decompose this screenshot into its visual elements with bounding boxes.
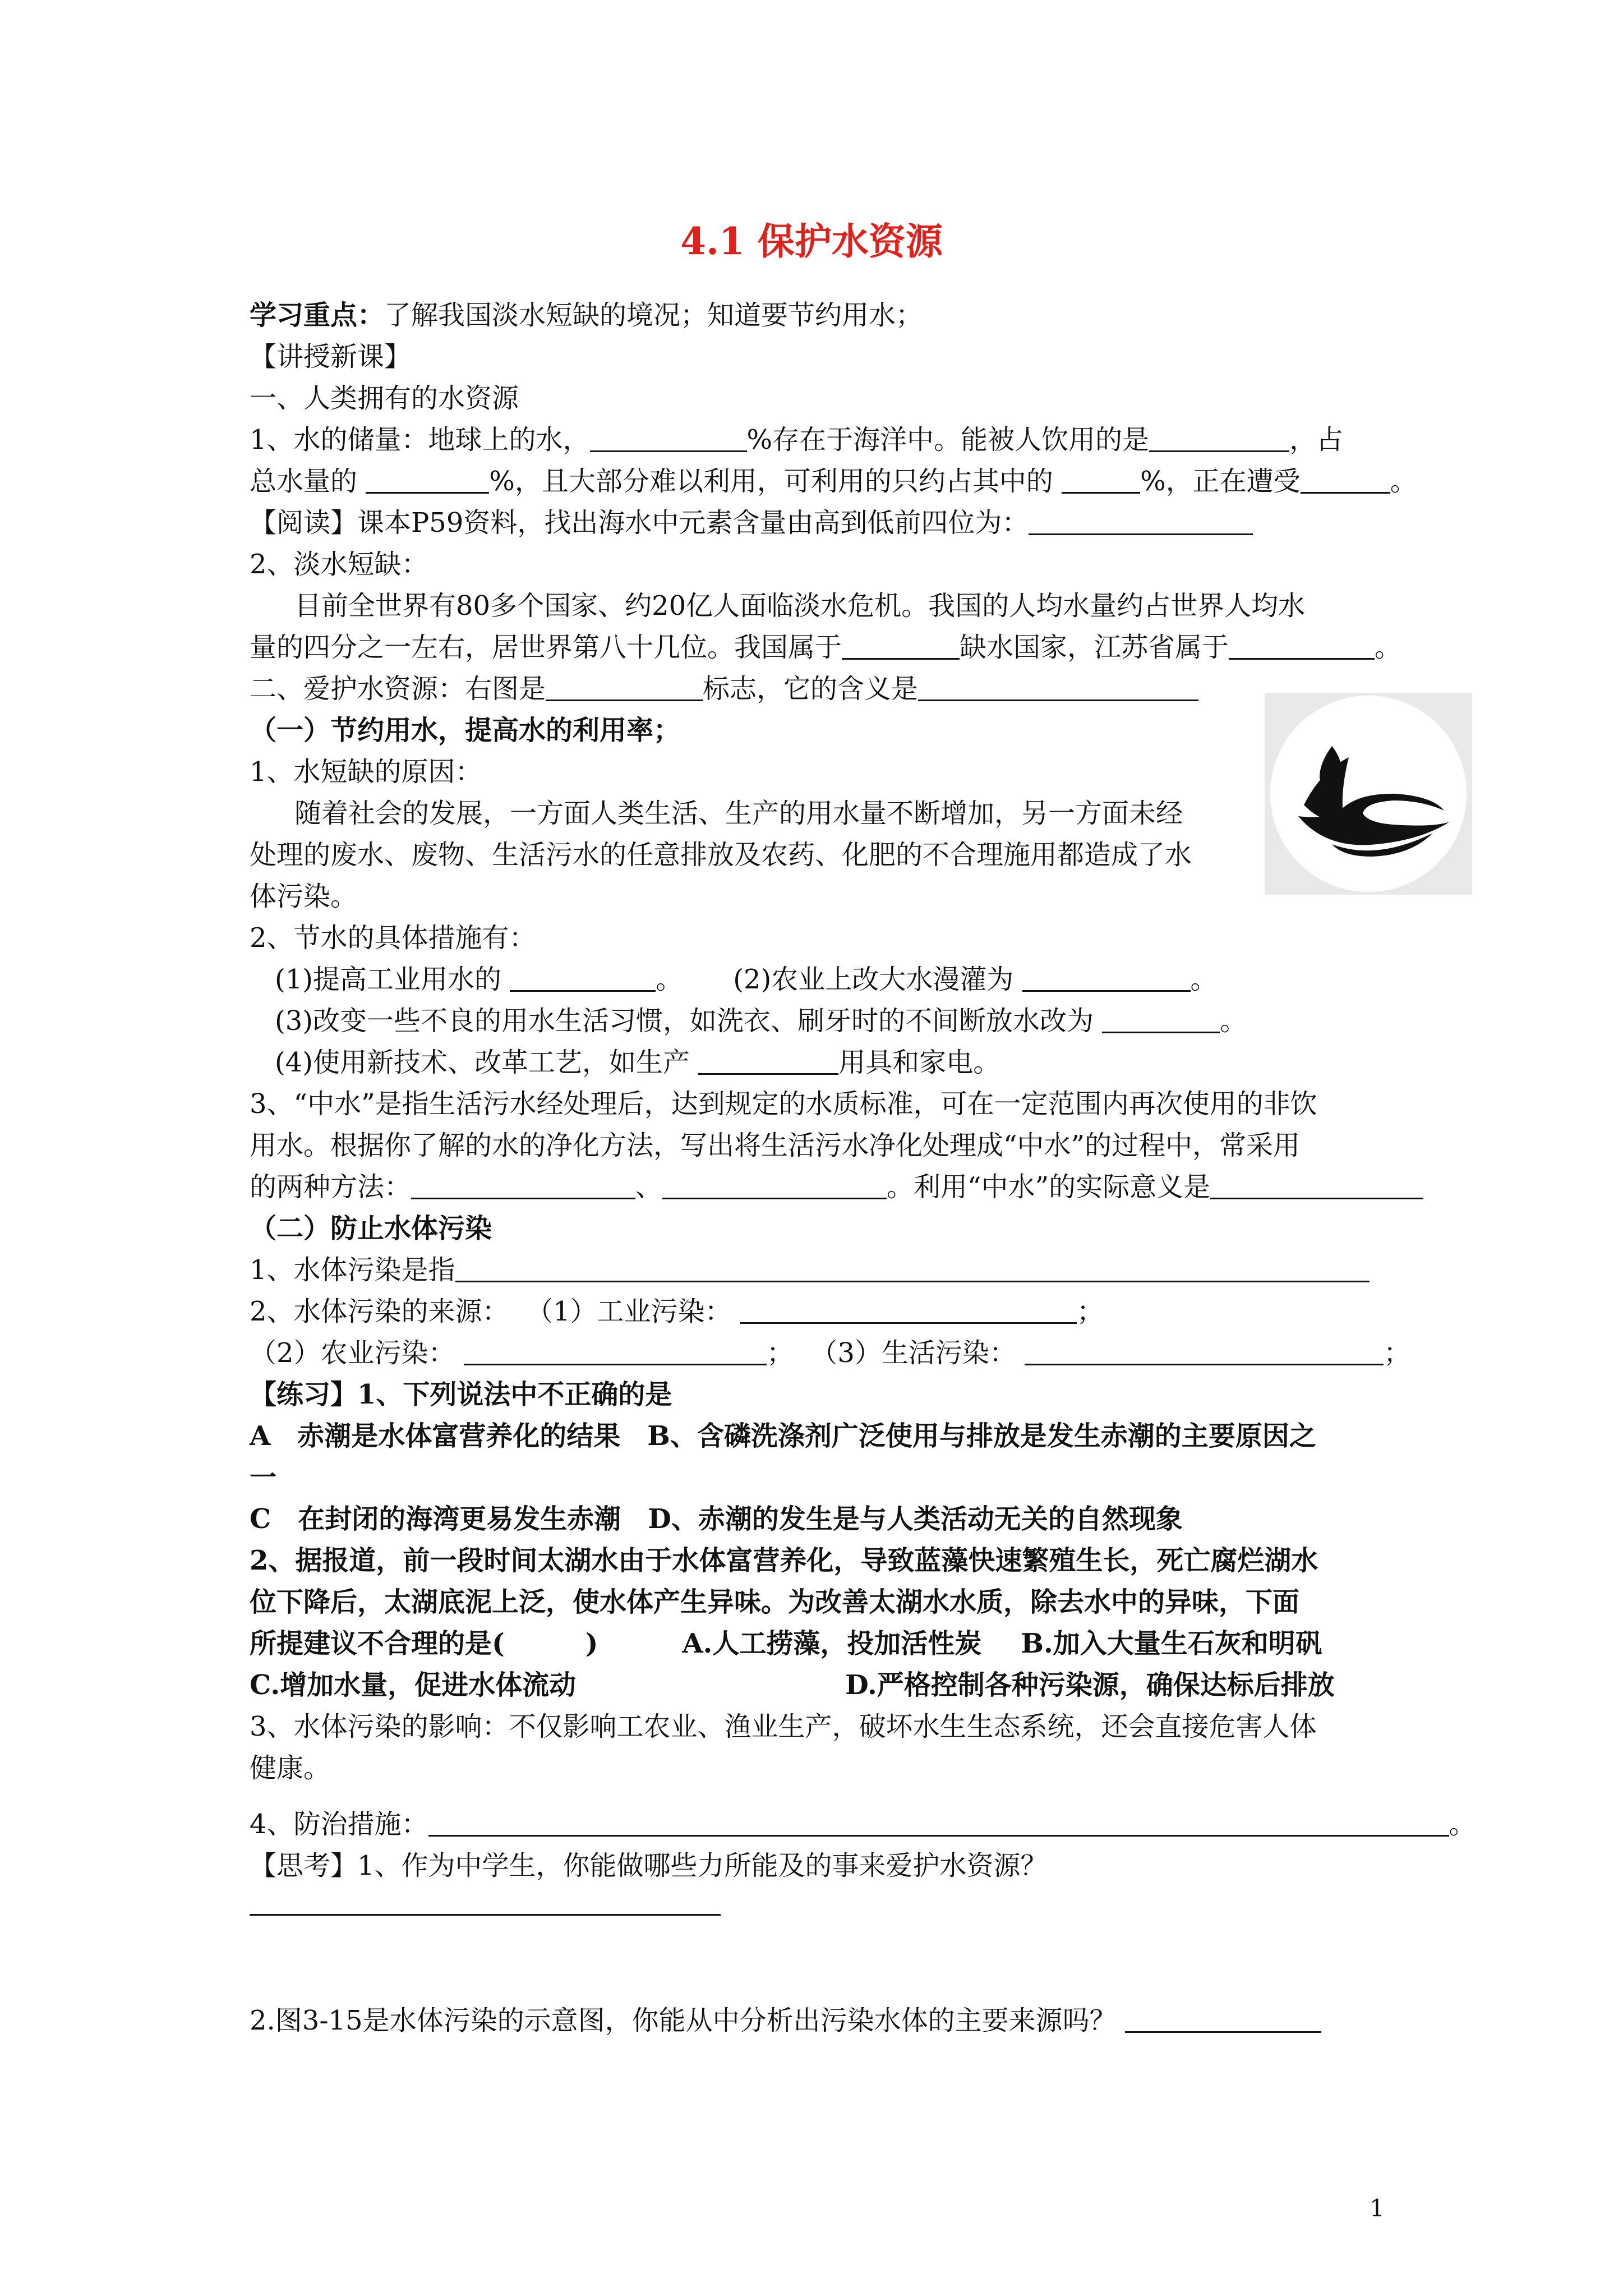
measure-4: (4)使用新技术、改革工艺，如生产 用具和家电。	[275, 1047, 1000, 1078]
paragraph-freshwater-cont: 量的四分之一左右，居世界第八十几位。我国属于 缺水国家，江苏省属于 。	[250, 632, 1402, 663]
question-water-storage-cont: 总水量的 %，且大部分难以利用，可利用的只约占其中的 %，正在遭受 。	[250, 466, 1417, 497]
pollution-definition: 1、水体污染是指	[250, 1252, 1370, 1288]
cause-paragraph-3: 体污染。	[250, 881, 358, 912]
water-saving-emblem-icon	[1265, 693, 1472, 895]
exercise-2-options-ab: 所提建议不合理的是( ) A.人工捞藻，投加活性炭 B.加入大量生石灰和明矾	[250, 1628, 1322, 1659]
reading-task: 【阅读】课本P59资料，找出海水中元素含量由高到低前四位为：	[250, 505, 1253, 541]
exercise-2-options-cd: C.增加水量，促进水体流动 D.严格控制各种污染源，确保达标后排放	[250, 1669, 1335, 1701]
subsection-prevent-pollution: （二）防止水体污染	[250, 1213, 492, 1244]
thinking-question-2: 2.图3-15是水体污染的示意图，你能从中分析出污染水体的主要来源吗？	[250, 2003, 1321, 2039]
exercise-1-options-ab: A 赤潮是水体富营养化的结果 B、含磷洗涤剂广泛使用与排放是发生赤潮的主要原因之	[250, 1420, 1316, 1452]
reclaimed-water-para-2: 用水。根据你了解的水的净化方法，写出将生活污水净化处理成“中水”的过程中，常采用	[250, 1130, 1301, 1161]
pollution-sources: 2、水体污染的来源： （1）工业污染： ；	[250, 1296, 1104, 1327]
lesson-heading: 【讲授新课】	[250, 341, 412, 372]
page-title: 4.1 保护水资源	[680, 219, 943, 263]
measures-heading: 2、节水的具体措施有：	[250, 922, 536, 954]
cause-heading: 1、水短缺的原因：	[250, 756, 482, 788]
exercise-2-para-1: 2、据报道，前一段时间太湖水由于水体富营养化，导致蓝藻快速繁殖生长，死亡腐烂湖水	[250, 1545, 1318, 1576]
exercise-2-para-2: 位下降后，太湖底泥上泛，使水体产生异味。为改善太湖水水质，除去水中的异味，下面	[250, 1586, 1300, 1618]
exercise-1-options-cd: C 在封闭的海湾更易发生赤潮 D、赤潮的发生是与人类活动无关的自然现象	[250, 1503, 1183, 1535]
section-heading-2: 二、爱护水资源：右图是 标志，它的含义是	[250, 671, 1198, 707]
question-water-storage: 1、水的储量：地球上的水， %存在于海洋中。能被人饮用的是 ，占	[250, 424, 1344, 455]
exercise-1: 【练习】1、下列说法中不正确的是	[250, 1379, 672, 1410]
pollution-effects-2: 健康。	[250, 1752, 331, 1784]
paragraph-freshwater: 目前全世界有80多个国家、约20亿人面临淡水危机。我国的人均水量约占世界人均水	[294, 590, 1306, 622]
prevention-measures: 4、防治措施： 。	[250, 1809, 1476, 1840]
section-heading-1: 一、人类拥有的水资源	[250, 383, 519, 414]
cause-paragraph-2: 处理的废水、废物、生活污水的任意排放及农药、化肥的不合理施用都造成了水	[250, 839, 1192, 871]
pollution-effects-1: 3、水体污染的影响：不仅影响工农业、渔业生产，破坏水生生态系统，还会直接危害人体	[250, 1711, 1317, 1742]
measure-1-2: (1)提高工业用水的 。 (2)农业上改大水漫灌为 。	[275, 964, 1218, 995]
answer-line	[250, 1914, 721, 1916]
learning-focus: 学习重点：了解我国淡水短缺的境况；知道要节约用水；	[250, 300, 923, 331]
cause-paragraph-1: 随着社会的发展，一方面人类生活、生产的用水量不断增加，另一方面未经	[294, 798, 1183, 829]
subsection-save-water: （一）节约用水，提高水的利用率；	[250, 715, 681, 746]
question-freshwater-shortage: 2、淡水短缺：	[250, 549, 428, 580]
measure-3: (3)改变一些不良的用水生活习惯，如洗衣、刷牙时的不间断放水改为 。	[275, 1005, 1247, 1037]
reclaimed-water-para-1: 3、“中水”是指生活污水经处理后，达到规定的水质标准，可在一定范围内再次使用的非饮	[250, 1088, 1317, 1120]
reclaimed-water-para-3: 的两种方法： 、 。利用“中水”的实际意义是	[250, 1169, 1423, 1205]
thinking-question-1: 【思考】1、作为中学生，你能做哪些力所能及的事来爱护水资源？	[250, 1850, 1048, 1881]
pollution-sources-cont: （2）农业污染： ； （3）生活污染： ；	[250, 1337, 1411, 1369]
page-number: 1	[1370, 2194, 1385, 2222]
exercise-1-options-ab-cont: 一	[250, 1462, 277, 1493]
